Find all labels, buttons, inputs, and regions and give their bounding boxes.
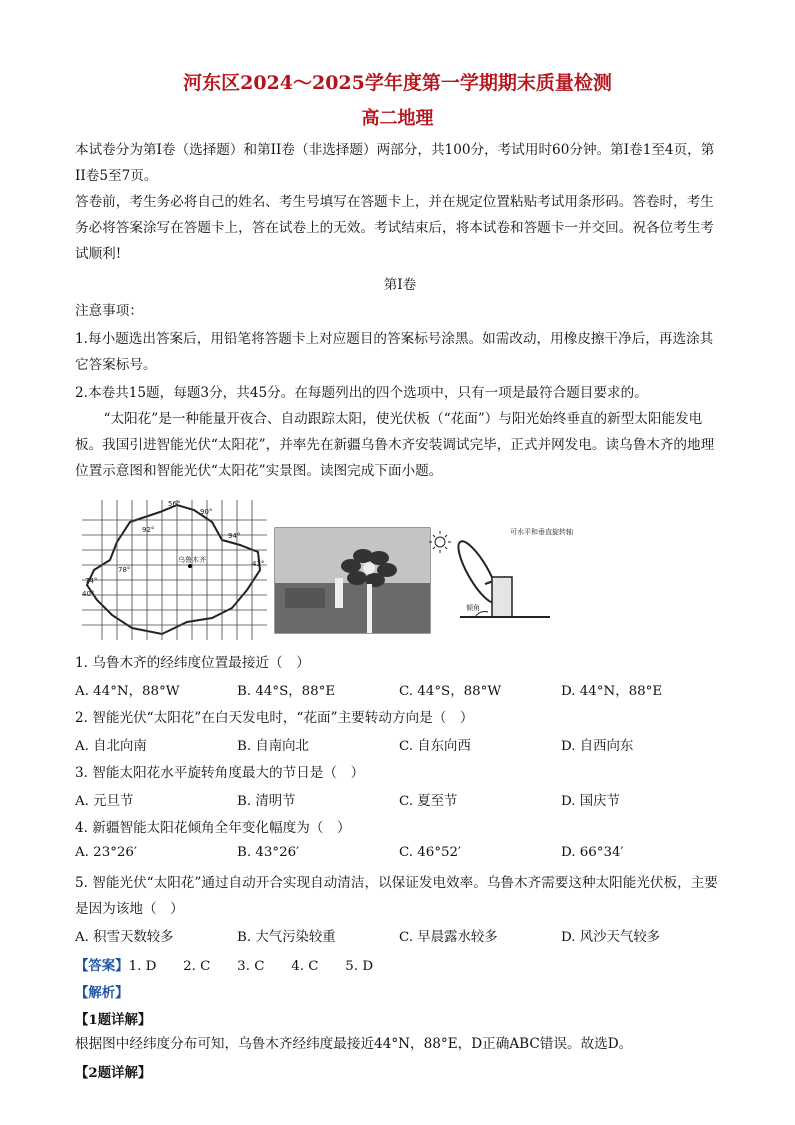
map-label-4: 94° <box>228 532 241 540</box>
map-label-city: 乌鲁木齐 <box>178 556 206 564</box>
sun-icon <box>429 531 451 553</box>
option-d[interactable]: D. 66°34′ <box>561 845 624 860</box>
option-d[interactable]: D. 国庆节 <box>561 794 620 809</box>
analysis-label: 【解析】 <box>75 985 129 1001</box>
sunflower-photo <box>275 528 430 633</box>
page-subtitle: 高二地理 <box>361 108 434 129</box>
option-d[interactable]: D. 风沙天气较多 <box>561 930 661 945</box>
question-5-options <box>75 926 735 950</box>
question-1-options <box>75 680 735 704</box>
xinjiang-map <box>82 500 267 640</box>
question-5-stem: 5. 智能光伏“太阳花”通过自动开合实现自动清洁，以保证发电效率。乌鲁木齐需要这种太阳能光伏板，主要是因为该地（ ） <box>75 875 718 917</box>
option-c[interactable]: C. 夏至节 <box>399 794 458 809</box>
option-b[interactable]: B. 大气污染较重 <box>237 930 336 945</box>
answer-line <box>75 955 373 974</box>
option-d[interactable]: D. 44°N，88°E <box>561 684 663 699</box>
page-title: 河东区2024～2025学年度第一学期期末质量检测 <box>183 72 612 94</box>
question-3-options <box>75 790 735 814</box>
question-2-options <box>75 735 735 759</box>
question-4-options <box>75 845 735 869</box>
map-label-6: 78° <box>118 566 131 574</box>
map-label-5: 42° <box>252 560 265 568</box>
map-label-2: 90° <box>200 508 213 516</box>
map-label-8: 40° <box>82 590 95 598</box>
option-b[interactable]: B. 44°S，88°E <box>237 684 336 699</box>
option-a[interactable]: A. 积雪天数较多 <box>75 930 174 945</box>
option-c[interactable]: C. 早晨露水较多 <box>399 930 498 945</box>
option-c[interactable]: C. 自东向西 <box>399 739 471 754</box>
question-4-stem: 4. 新疆智能太阳花倾角全年变化幅度为（ ） <box>75 820 351 836</box>
answer-label: 【答案】 <box>75 958 129 974</box>
material-paragraph: “太阳花”是一种能量开夜合、自动跟踪太阳，使光伏板（“花面”）与阳光始终垂直的新型太阳能发电板。我国引进智能光伏“太阳花”，并率先在新疆乌鲁木齐安装调试完毕，正式并网发电。读乌鲁木齐的地理位置示意图和智能光伏“太阳花”实景图。读图完成下面小题。 <box>75 411 715 479</box>
map-label-7: 74° <box>85 577 98 585</box>
q1-detail-text: 根据图中经纬度分布可知，乌鲁木齐经纬度最接近44°N，88°E，D正确ABC错误。故选D。 <box>75 1036 633 1052</box>
diagram-label-axis: 可水平和垂直旋转轴 <box>510 528 573 536</box>
option-a[interactable]: A. 自北向南 <box>75 739 147 754</box>
option-c[interactable]: C. 46°52′ <box>399 845 462 860</box>
option-b[interactable]: B. 自南向北 <box>237 739 309 754</box>
option-b[interactable]: B. 43°26′ <box>237 845 300 860</box>
city-marker-icon <box>188 564 192 568</box>
option-b[interactable]: B. 清明节 <box>237 794 296 809</box>
option-c[interactable]: C. 44°S，88°W <box>399 684 502 699</box>
rotation-diagram <box>430 522 573 637</box>
q1-detail-title: 【1题详解】 <box>75 1012 152 1028</box>
question-2-stem: 2. 智能光伏“太阳花”在白天发电时，“花面”主要转动方向是（ ） <box>75 710 474 726</box>
intro-paragraph-2: 答卷前，考生务必将自己的姓名、考生号填写在答题卡上，并在规定位置粘贴考试用条形码。答卷时，考生务必将答案涂写在答题卡上，答在试卷上的无效。考试结束后，将本试卷和答题卡一并交回。祝各位考生考试顺利! <box>75 194 714 262</box>
question-1-stem: 1. 乌鲁木齐的经纬度位置最接近（ ） <box>75 655 310 671</box>
notice-item-2: 2.本卷共15题，每题3分，共45分。在每题列出的四个选项中，只有一项是最符合题目要求的。 <box>75 385 648 401</box>
notice-title: 注意事项： <box>75 303 143 319</box>
option-d[interactable]: D. 自西向东 <box>561 739 634 754</box>
answer-text: 1. D 2. C 3. C 4. C 5. D <box>128 959 374 974</box>
option-a[interactable]: A. 23°26′ <box>75 845 137 860</box>
section-heading: 第I卷 <box>383 277 417 293</box>
question-3-stem: 3. 智能太阳花水平旋转角度最大的节日是（ ） <box>75 765 365 781</box>
q2-detail-title: 【2题详解】 <box>75 1065 152 1081</box>
intro-paragraph-1: 本试卷分为第I卷（选择题）和第II卷（非选择题）两部分，共100分，考试用时60分钟。第I卷1至4页，第II卷5至7页。 <box>75 142 715 184</box>
notice-item-1: 1.每小题选出答案后，用铅笔将答题卡上对应题目的答案标号涂黑。如需改动，用橡皮擦干净后，再选涂其它答案标号。 <box>75 331 714 373</box>
option-a[interactable]: A. 元旦节 <box>75 794 134 809</box>
map-label-3: 92° <box>142 526 155 534</box>
diagram-label-angle: 倾角 <box>466 604 480 612</box>
option-a[interactable]: A. 44°N，88°W <box>75 684 180 699</box>
map-label-1: 56° <box>168 500 181 508</box>
